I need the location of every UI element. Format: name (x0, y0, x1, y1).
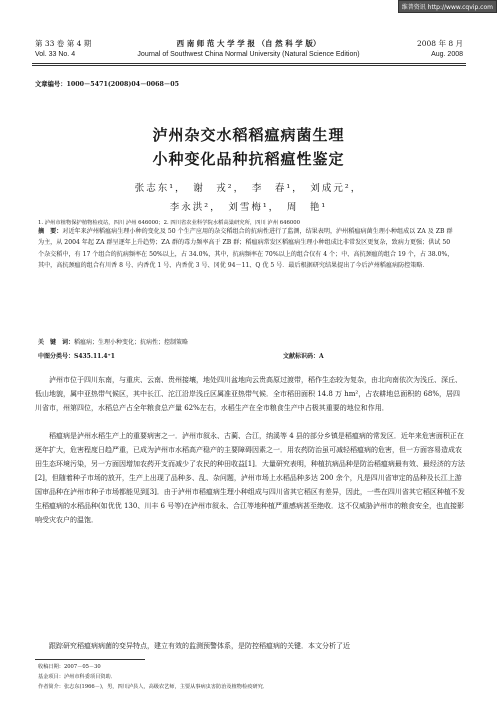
keywords-text: 稻瘟病；生理小种变化；抗病性；控制策略 (74, 339, 189, 346)
header-rule-thin (32, 65, 466, 66)
title-line-2: 小种变化品种抗稻瘟性鉴定 (152, 150, 345, 168)
keywords-label: 关 键 词： (38, 339, 75, 346)
footnote-funding: 基金项目：泸州市科委项目资助． (38, 674, 116, 680)
body-paragraph-2: 稻瘟病是泸州水稻生产上的重要病害之一．泸州市叙永、古蔺、合江，纳溪等 4 县的部分乡镇是稻瘟病的常发区．近年来危害面积正在逐年扩大，危害程度日趋严重，已成为泸州市水稻高产稳产的主要障碍因素之一．用农药防治虽可减轻稻瘟病的危害，但一方面容易造成农田生态环境污染，另一方面因增加农药开支而减少了农民的种田收益[1]．大量研究表明，种植抗病品种是防治稻瘟病最有效、最经济的方法[2]，但随着种子市场的放开，生产上出现了品种多、乱、杂问题，泸州市场上水稻品种多达 200 余个，凡是四川省审定的品种及长江上游国审品种在泸州市种子市场都能见到[3]．由于泸州市稻瘟病生理小种组成与四川省其它稻区有差异，因此，一些在四川省其它稻区种植不发生稻瘟病的水稻品种(如优优 130、川丰 6 号等)在泸州市叙永、合江等地种植严重感病甚至绝收．这不仅威胁泸州市的粮食安全，也直接影响受灾农户的温饱． (35, 432, 465, 524)
authors-line-2: 李永洪²， 刘雪梅¹， 周 艳¹ (169, 202, 328, 213)
title-line-1: 泸州杂交水稻稻瘟病菌生理 (152, 126, 345, 144)
body-paragraph-3: 跟踪研究稻瘟病病菌的变异特点，建立有效的监测预警体系，是防控稻瘟病的关键．本文分析了近 (49, 642, 350, 650)
footnote-received: 收稿日期：2007－05－30 (38, 664, 101, 670)
authors-line-1: 张志东¹， 谢 戎²， 李 春¹， 刘成元²， (134, 183, 363, 194)
abstract-text: 对近年来泸州稻瘟病生理小种的变化及 50 个生产应用的杂交稻组合的抗病性进行了监测，结果表明，泸州稻瘟病菌生理小种组成以 ZA 及 ZB 群为主，从 2004 年起 ZA 群呈逐年上升趋势；ZA 群的毒力频率高于 ZB 群；稻瘟病常发区稻瘟病生理小种组成比非常发区更复杂，致病力更强；供试 50 个杂交稻中，有 17 个组合的抗病频率在 50%以上，占 34.0%，其中，抗病频率在 70%以上的组合仅有 4 个；中、高抗颈瘟的组合 19 个，占 38.0%，其中，高抗颈瘟的组合有川香 8 号、内香优 1 号、内香优 3 号、冈优 94－11、Q 优 5 号．最后根据研究结果提出了今后泸州稻瘟病防控策略． (38, 228, 454, 269)
keywords (38, 337, 188, 346)
volume-issue-cn: 第 33 卷 第 4 期 (35, 39, 92, 48)
date-cn: 2008 年 8 月 (416, 39, 463, 48)
footnote-rule (35, 659, 145, 660)
affiliation: 1. 泸州市植物保护植物检疫站，四川 泸州 646000；2. 四川省农业科学院水稻高粱研究所，四川 泸州 646000 (38, 220, 300, 226)
body-paragraph-1: 泸州市位于四川东南，与重庆、云南、贵州接壤，地处四川盆地向云贵高原过渡带，稻作生态较为复杂，由北向南依次为浅丘、深丘、低山地貌，属中亚热带气候区，其中长江、沱江沿岸浅丘区属准亚热带气候．全市稻田面积 14.8 万 hm²，占农耕地总面积的 68%，居四川省市，州第四位，水稻总产占全年粮食总产量 62%左右，水稻生产在全市粮食生产中占极其重要的地位和作用． (35, 376, 462, 412)
volume-issue-en: Vol. 33 No. 4 (35, 51, 76, 58)
watermark: 维普资讯 http://www.cqvip.com (398, 0, 497, 13)
footnote-author: 作者简介：张志东(1966－)，男，四川泸县人，高级农艺师，主要从事病虫害防治及植物检疫研究． (38, 684, 268, 690)
article-number: 文章编号：1000－5471(2008)04－0068－05 (35, 81, 179, 88)
abstract-label: 摘 要： (38, 228, 63, 235)
journal-name-en: Journal of Southwest China Normal University (Natural Science Edition) (137, 51, 360, 58)
document-code: 文献标识码：A (283, 353, 324, 360)
classification-number: 中图分类号：S435.11.4⁺1 (38, 353, 115, 360)
header-rule (32, 63, 466, 64)
abstract (38, 226, 456, 271)
journal-name-cn: 西 南 师 范 大 学 学 报 （自 然 科 学 版） (176, 39, 321, 48)
date-en: Aug. 2008 (431, 51, 463, 58)
